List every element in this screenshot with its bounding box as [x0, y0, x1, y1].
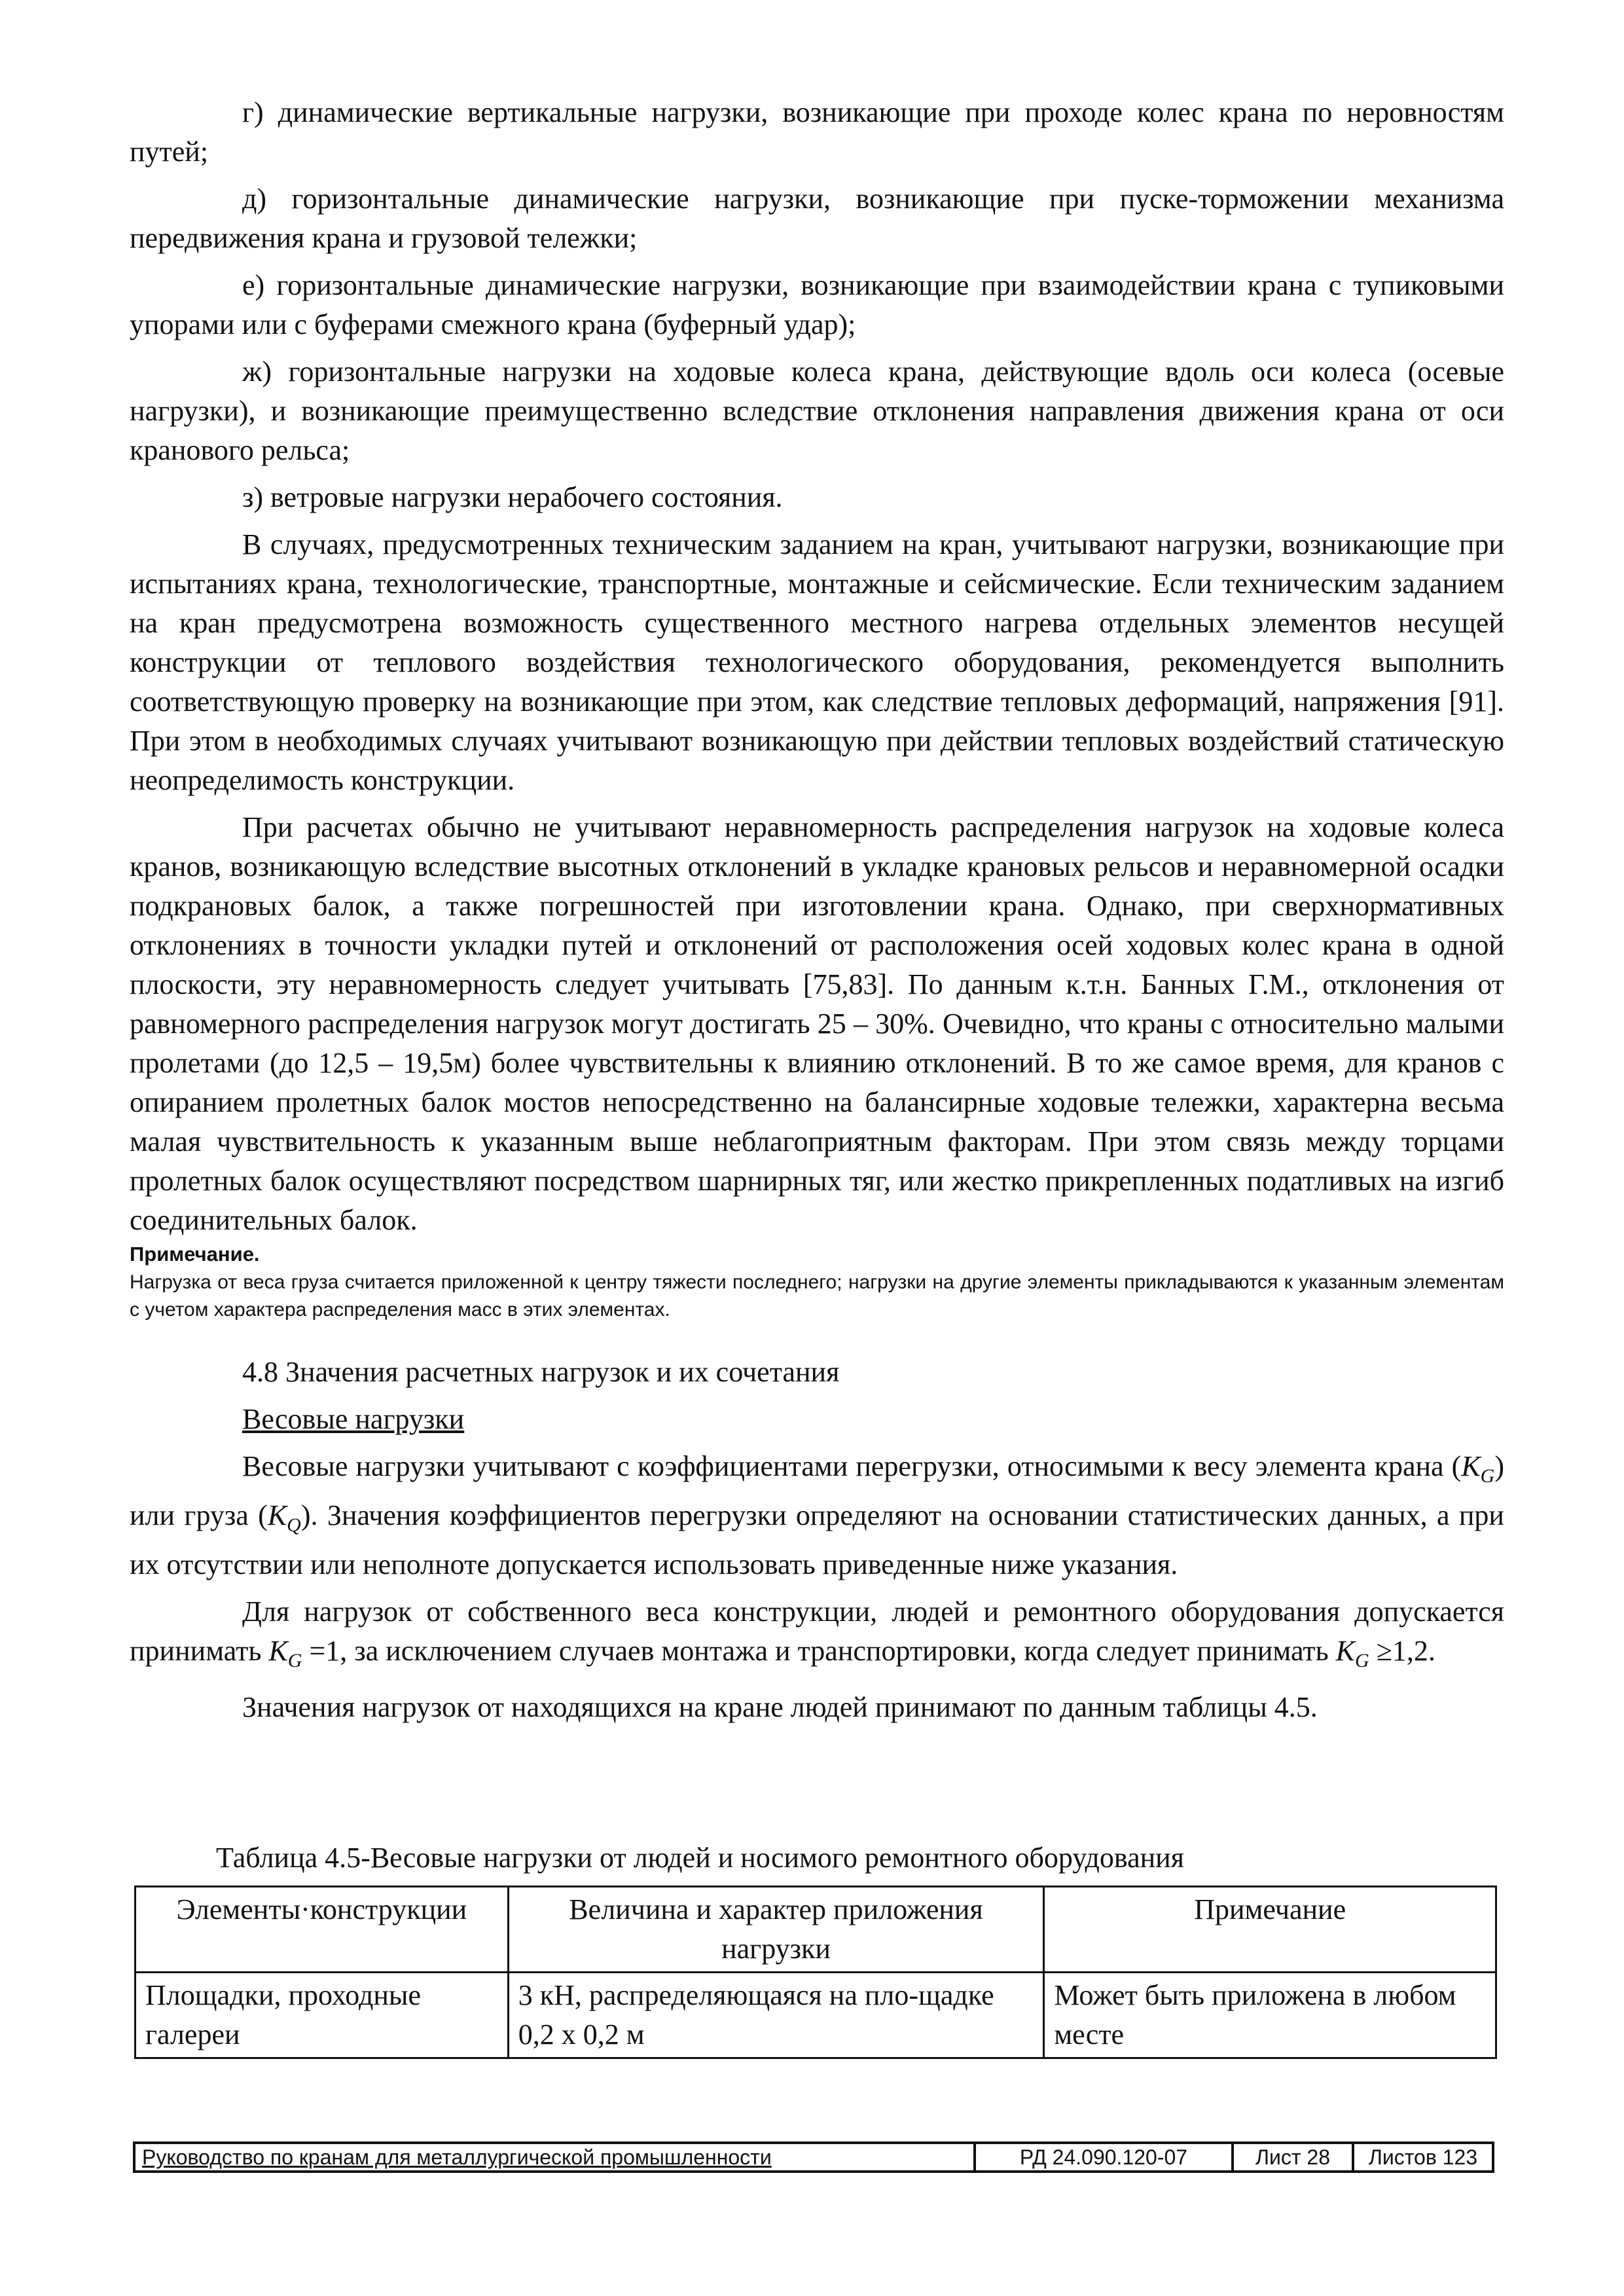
list-item-e: е) горизонтальные динамические нагрузки, возникающие при взаимодействии крана с тупиковыми упорами или с буферами смежного крана (буферный удар); [130, 269, 1504, 340]
table-header-row [135, 1887, 1496, 1973]
list-item-g: г) динамические вертикальные нагрузки, возникающие при проходе колес крана по неровностям путей; [130, 96, 1504, 168]
list-item-d: д) горизонтальные динамические нагрузки, возникающие при пуске-торможении механизма передвижения крана и грузовой тележки; [130, 183, 1504, 254]
text-run: Весовые нагрузки учитывают с коэффициентами перегрузки, относимыми к весу элемента крана ( [242, 1450, 1462, 1482]
list-item-z: з) ветровые нагрузки нерабочего состояния. [242, 481, 783, 513]
table-row [135, 1973, 1496, 2058]
section-heading: 4.8 Значения расчетных нагрузок и их сочетания [242, 1356, 840, 1388]
symbol-kg: $K_G$ [268, 1634, 302, 1671]
table-title: Таблица 4.5-Весовые нагрузки от людей и носимого ремонтного оборудования [216, 1842, 1184, 1874]
text-run: ) или груза ( [130, 1450, 1504, 1531]
paragraph-weight-3: Значения нагрузок от находящихся на кране людей принимают по данным таблицы 4.5. [242, 1691, 1318, 1724]
footer-stamp [133, 2141, 1494, 2173]
note-title: Примечание. [130, 1243, 260, 1266]
list-item-zh: ж) горизонтальные нагрузки на ходовые колеса крана, действующие вдоль оси колеса (осевые нагрузки), и возникающие преимущественно вследствие отклонения направления движения крана от оси кранового рельса; [130, 355, 1504, 466]
symbol-kg: $K_G$ [1335, 1634, 1369, 1671]
table-cell: Может быть приложена в любом месте [1044, 1973, 1496, 2058]
footer-sheet: Лист 28 [1234, 2144, 1354, 2170]
symbol-kg: $K_G$ [1461, 1450, 1495, 1487]
paragraph-uneven-distribution: При расчетах обычно не учитывают неравномерность распределения нагрузок на ходовые колеса кранов, возникающую вследствие высотных отклонений в укладке крановых рельсов и неравномерной осадки подкрановых балок, а также погрешностей при изготовлении крана. Однако, при сверхнормативных отклонениях в точности укладки путей и отклонений от расположения осей ходовых колес крана в одной плоскости, эту неравномерность следует учитывать [75,83]. По данным к.т.н. Банных Г.М., отклонения от равномерного распределения нагрузок могут достигать 25 – 30%. Очевидно, что краны с относительно малыми пролетами (до 12,5 – 19,5м) более чувствительны к влиянию отклонений. В то же самое время, для кранов с опиранием пролетных балок мостов непосредственно на балансирные ходовые тележки, характерна весьма малая чувствительность к указанным выше неблагоприятным факторам. При этом связь между торцами пролетных балок осуществляют посредством шарнирных тяг, или жестко прикрепленных податливых на изгиб соединительных балок. [130, 811, 1504, 1236]
paragraph-weight-1 [130, 1447, 1504, 1584]
subheading-text: Весовые нагрузки [242, 1403, 465, 1435]
table-header-cell: Примечание [1044, 1887, 1496, 1973]
table-header-cell: Величина и характер приложения нагрузки [508, 1887, 1044, 1973]
loads-table [134, 1886, 1497, 2059]
subheading-weight-loads [130, 1400, 1504, 1439]
document-body [130, 93, 1504, 1727]
footer-doc-title: Руководство по кранам для металлургической промышленности [135, 2144, 976, 2170]
text-run: ≥1,2. [1369, 1634, 1435, 1667]
table-cell: Площадки, проходные галереи [135, 1973, 509, 2058]
text-run: Для нагрузок от собственного веса конструкции, людей и ремонтного оборудования допускается принимать [130, 1595, 1504, 1667]
footer-sheets-total: Листов 123 [1368, 2145, 1478, 2169]
text-run: ). Значения коэффициентов перегрузки определяют на основании статистических данных, а при их отсутствии или неполноте допускается использовать приведенные ниже указания. [130, 1499, 1504, 1580]
table-header-cell: Элементы·конструкции [135, 1887, 509, 1973]
symbol-kq: $K_Q$ [267, 1499, 301, 1536]
paragraph-weight-2 [130, 1592, 1504, 1681]
text-run: =1, за исключением случаев монтажа и транспортировки, когда следует принимать [302, 1634, 1336, 1667]
note-text: Нагрузка от веса груза считается приложенной к центру тяжести последнего; нагрузки на другие элементы прикладываются к указанным элементам с учетом характера распределения масс в этих элементах. [130, 1271, 1504, 1321]
paragraph-tests-loads: В случаях, предусмотренных техническим заданием на кран, учитывают нагрузки, возникающие при испытаниях крана, технологические, транспортные, монтажные и сейсмические. Если техническим заданием на кран предусмотрена возможность существенного местного нагрева отдельных элементов несущей конструкции от теплового воздействия технологического оборудования, рекомендуется выполнить соответствующую проверку на возникающие при этом, как следствие тепловых деформаций, напряжения [91]. При этом в необходимых случаях учитывают возникающую при действии тепловых воздействий статическую неопределимость конструкции. [130, 528, 1504, 796]
footer-doc-code: РД 24.090.120-07 [976, 2144, 1234, 2170]
table-cell: 3 кН, распределяющаяся на пло-щадке 0,2 х 0,2 м [508, 1973, 1044, 2058]
